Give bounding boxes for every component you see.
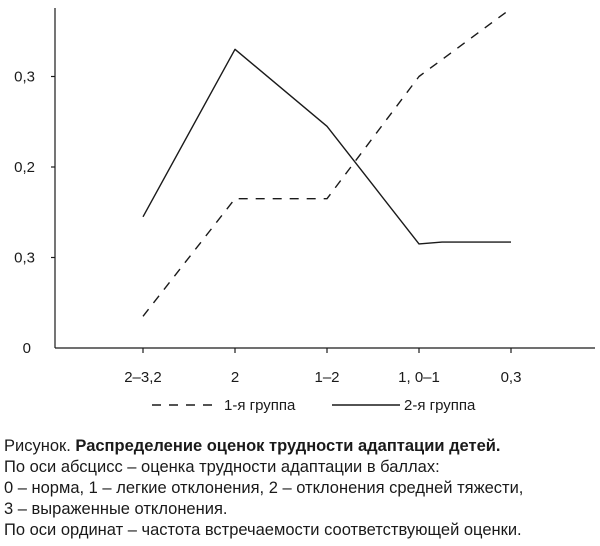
y-axis-ticks [14,69,55,358]
caption-line-3: 3 – выраженные отклонения. [4,500,228,518]
y-tick-label: 0 [22,340,31,357]
series-line-1 [143,9,511,317]
caption-prefix: Рисунок. [4,437,76,455]
y-tick-label: 0,2 [14,159,35,176]
x-tick-label: 0,3 [500,369,522,386]
x-tick-label: 1–2 [314,369,340,386]
caption-title: Распределение оценок трудности адаптации детей. [75,437,501,455]
figure-caption [4,436,598,541]
legend-label-1: 1-я группа [224,397,296,414]
x-tick-label: 1, 0–1 [398,369,440,386]
caption-line-4: По оси ординат – частота встречаемости соответствующей оценки. [4,521,522,539]
y-tick-label: 0,3 [14,249,35,267]
series-line-2 [143,49,511,244]
caption-line-1: По оси абсцисс – оценка трудности адаптации в баллах: [4,458,440,476]
x-tick-label: 2 [230,369,240,386]
x-axis-ticks [124,348,521,386]
caption-line-2: 0 – норма, 1 – легкие отклонения, 2 – отклонения средней тяжести, [4,479,524,497]
chart-axes [55,8,595,348]
chart-legend [152,397,476,414]
x-tick-label: 2–3,2 [124,369,162,386]
caption-title-line [4,436,598,457]
y-tick-label: 0,3 [14,68,35,86]
legend-label-2: 2-я группа [404,397,476,414]
chart-series [143,9,511,317]
